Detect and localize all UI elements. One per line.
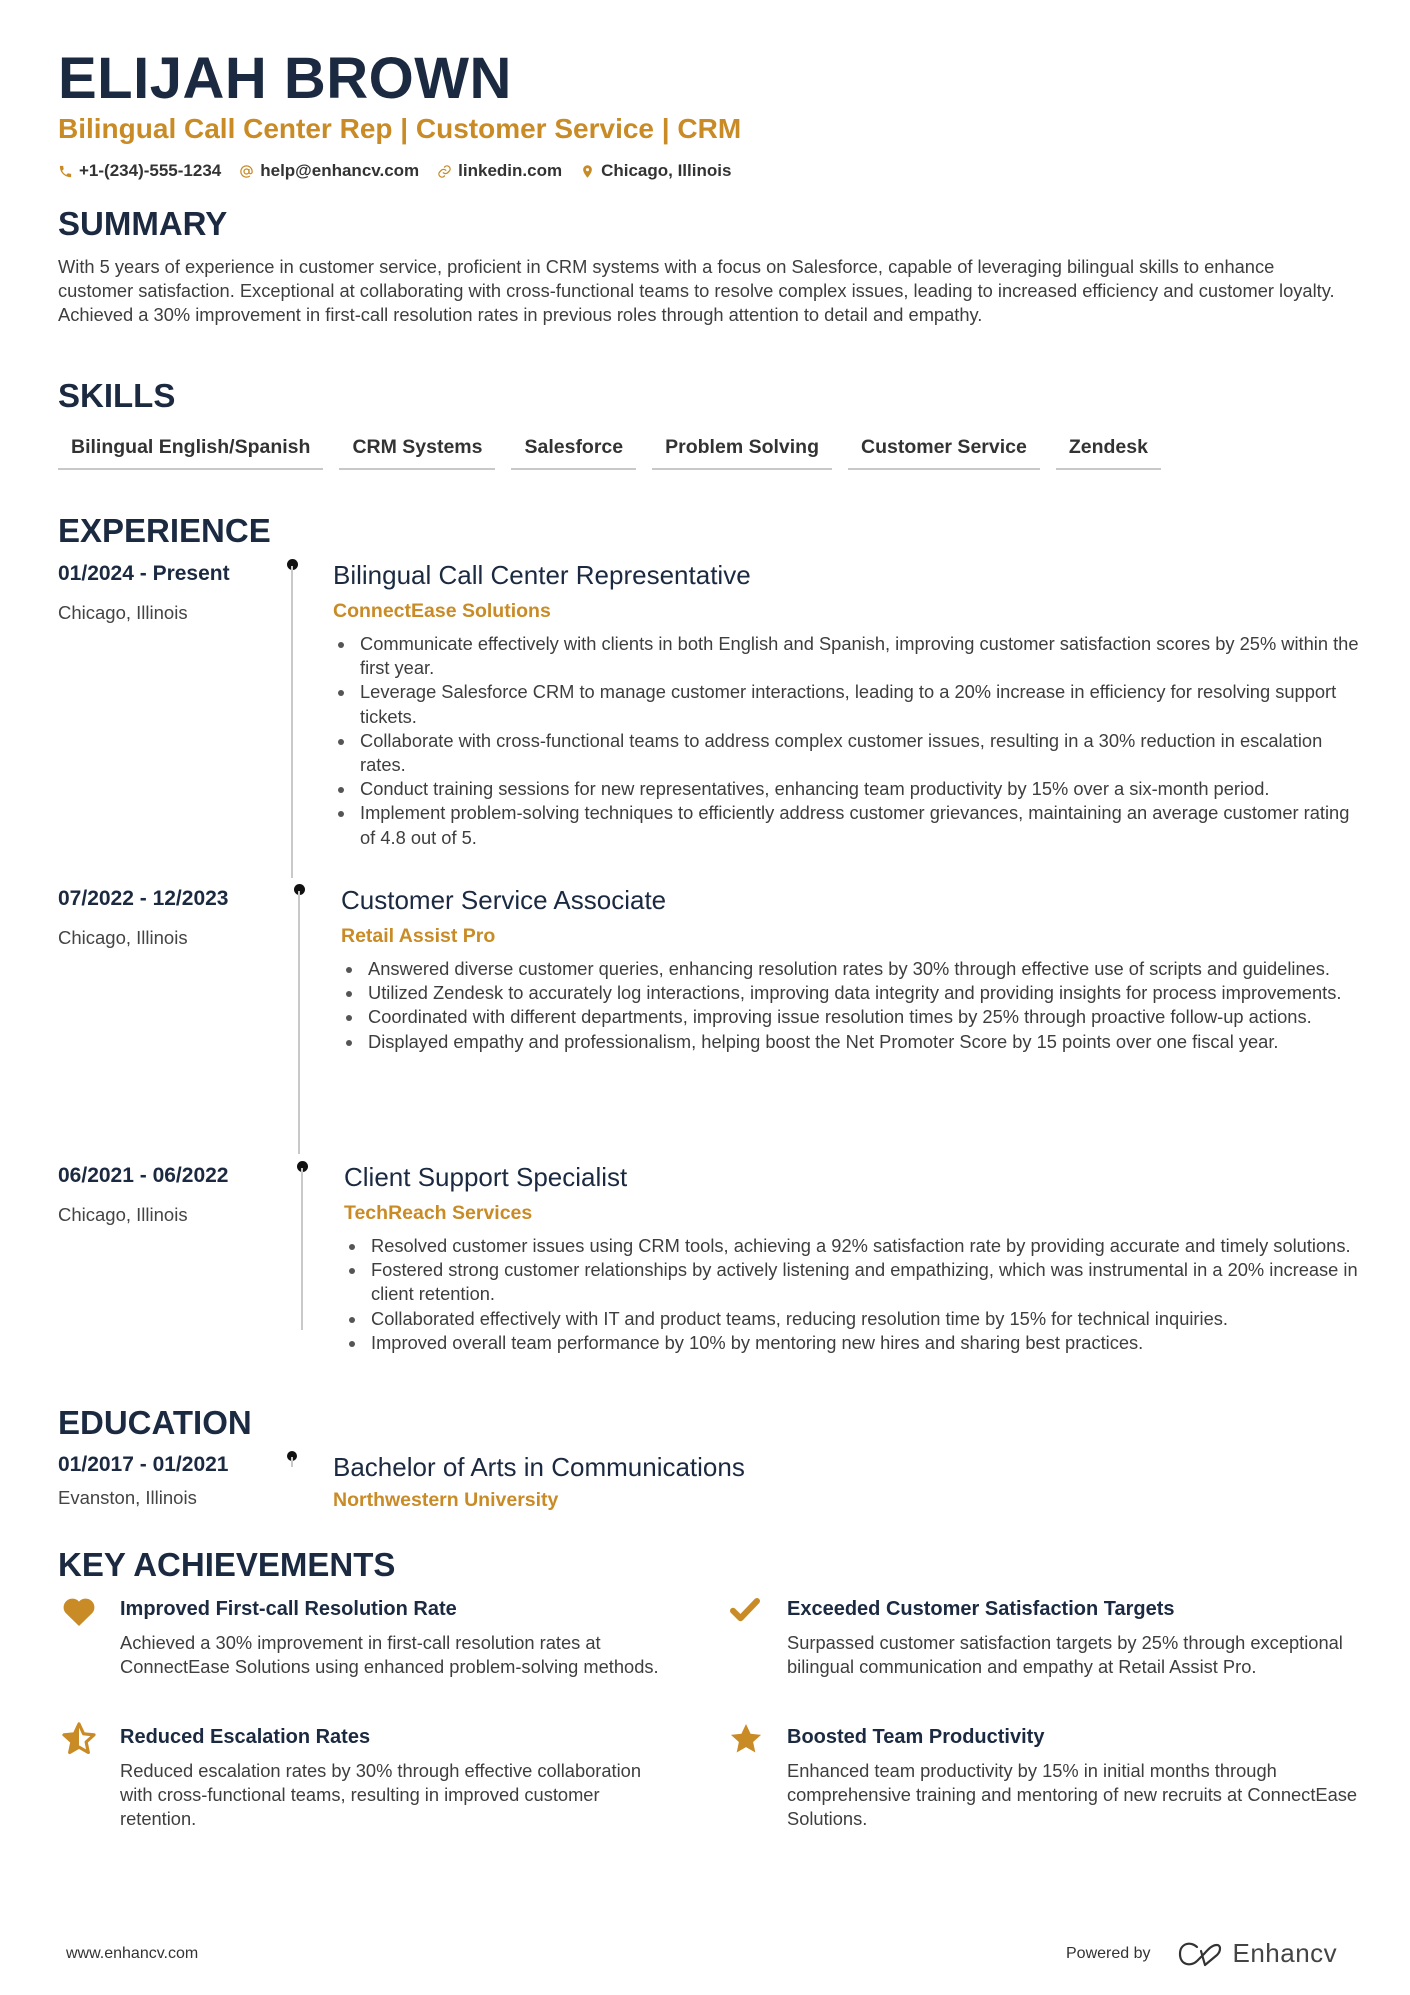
entry-bullets — [333, 632, 1363, 850]
bullet-item: Improved overall team performance by 10% by mentoring new hires and sharing best practices. — [344, 1331, 1374, 1355]
contact-linkedin[interactable] — [437, 160, 562, 182]
contact-email[interactable] — [239, 160, 419, 182]
footer-website-link[interactable]: www.enhancv.com — [66, 1945, 199, 1962]
contact-location — [580, 160, 731, 182]
entry-dates: 01/2017 - 01/2021 — [58, 1453, 229, 1476]
bullet-item: Leverage Salesforce CRM to manage customer interactions, leading to a 20% increase in efficiency for resolving support tickets. — [333, 680, 1363, 728]
entry-bullets — [344, 1234, 1374, 1355]
entry-role: Customer Service Associate — [341, 885, 667, 915]
link-icon — [437, 164, 452, 179]
enhancv-logo-icon — [1177, 1941, 1223, 1967]
entry-location: Chicago, Illinois — [58, 602, 188, 623]
enhancv-logo[interactable] — [1177, 1938, 1338, 1969]
skills-list — [58, 432, 1161, 470]
half-star-icon — [60, 1720, 98, 1758]
achievement-title: Exceeded Customer Satisfaction Targets — [787, 1598, 1175, 1620]
summary-heading: SUMMARY — [58, 205, 228, 242]
timeline-line — [298, 891, 300, 1154]
skill-tag: Customer Service — [848, 432, 1040, 470]
skills-heading: SKILLS — [58, 377, 176, 414]
bullet-item: Displayed empathy and professionalism, helping boost the Net Promoter Score by 15 points over one fiscal year. — [341, 1030, 1371, 1054]
timeline-line — [291, 566, 293, 878]
linkedin-text: linkedin.com — [458, 161, 563, 180]
bullet-item: Collaborated effectively with IT and product teams, reducing resolution time by 15% for technical inquiries. — [344, 1307, 1374, 1331]
entry-dates: 07/2022 - 12/2023 — [58, 887, 229, 910]
entry-role: Client Support Specialist — [344, 1162, 628, 1192]
bullet-item: Answered diverse customer queries, enhancing resolution rates by 30% through effective use of scripts and guidelines. — [341, 957, 1371, 981]
heart-icon — [60, 1592, 98, 1630]
entry-school: Northwestern University — [333, 1489, 559, 1511]
bullet-item: Conduct training sessions for new representatives, enhancing team productivity by 15% over a six-month period. — [333, 777, 1363, 801]
achievement-desc: Enhanced team productivity by 15% in initial months through comprehensive training and mentoring of new recruits at ConnectEase Solutions. — [787, 1760, 1358, 1830]
summary-text: With 5 years of experience in customer service, proficient in CRM systems with a focus on Salesforce, capable of leveraging bilingual skills to enhance customer satisfaction. Exceptional at collaborating with cross-functional teams to resolve complex issues, leading to increased efficiency and customer loyalty. Achieved a 30% improvement in first-call resolution rates in previous roles through attention to detail and empathy. — [58, 256, 1335, 325]
entry-location: Chicago, Illinois — [58, 927, 188, 948]
entry-role: Bilingual Call Center Representative — [333, 560, 751, 590]
achievement-desc: Surpassed customer satisfaction targets by 25% through exceptional bilingual communication and empathy at Retail Assist Pro. — [787, 1632, 1343, 1678]
achievement-title: Boosted Team Productivity — [787, 1726, 1045, 1748]
experience-heading: EXPERIENCE — [58, 512, 271, 549]
candidate-headline: Bilingual Call Center Rep | Customer Service | CRM — [58, 113, 742, 144]
entry-bullets — [341, 957, 1371, 1054]
bullet-item: Resolved customer issues using CRM tools, achieving a 92% satisfaction rate by providing accurate and timely solutions. — [344, 1234, 1374, 1258]
contact-phone — [58, 160, 221, 182]
entry-degree: Bachelor of Arts in Communications — [333, 1452, 745, 1482]
phone-text: +1-(234)-555-1234 — [79, 161, 222, 180]
skill-tag: Zendesk — [1056, 432, 1161, 470]
achievements-heading: KEY ACHIEVEMENTS — [58, 1546, 396, 1583]
brand-name: Enhancv — [1232, 1938, 1338, 1968]
powered-by-label: Powered by — [1066, 1944, 1151, 1962]
skill-tag: Problem Solving — [652, 432, 832, 470]
entry-company: TechReach Services — [344, 1202, 533, 1224]
checkmark-icon — [727, 1592, 763, 1628]
skill-tag: CRM Systems — [339, 432, 495, 470]
achievement-title: Improved First-call Resolution Rate — [120, 1598, 457, 1620]
phone-icon — [58, 164, 73, 179]
bullet-item: Coordinated with different departments, improving issue resolution times by 25% through proactive follow-up actions. — [341, 1005, 1371, 1029]
skill-tag: Bilingual English/Spanish — [58, 432, 323, 470]
timeline-line — [291, 1457, 293, 1467]
email-text: help@enhancv.com — [260, 161, 420, 180]
bullet-item: Fostered strong customer relationships by actively listening and empathizing, which was instrumental in a 20% increase in client retention. — [344, 1258, 1374, 1306]
entry-location: Chicago, Illinois — [58, 1204, 188, 1225]
entry-location: Evanston, Illinois — [58, 1487, 197, 1508]
entry-company: ConnectEase Solutions — [333, 600, 551, 622]
achievement-title: Reduced Escalation Rates — [120, 1726, 371, 1748]
location-text: Chicago, Illinois — [601, 161, 732, 180]
contact-bar — [58, 160, 731, 182]
entry-dates: 01/2024 - Present — [58, 562, 230, 585]
star-icon — [727, 1720, 765, 1758]
bullet-item: Communicate effectively with clients in both English and Spanish, improving customer satisfaction scores by 25% within the first year. — [333, 632, 1363, 680]
at-icon — [239, 164, 254, 179]
entry-company: Retail Assist Pro — [341, 925, 496, 947]
skill-tag: Salesforce — [511, 432, 636, 470]
location-pin-icon — [580, 164, 595, 179]
entry-dates: 06/2021 - 06/2022 — [58, 1164, 229, 1187]
achievement-desc: Reduced escalation rates by 30% through effective collaboration with cross-functional teams, resulting in improved customer retention. — [120, 1760, 642, 1830]
education-heading: EDUCATION — [58, 1404, 252, 1441]
footer-branding — [1066, 1938, 1337, 1969]
bullet-item: Collaborate with cross-functional teams to address complex customer issues, resulting in a 30% reduction in escalation rates. — [333, 729, 1363, 777]
bullet-item: Utilized Zendesk to accurately log interactions, improving data integrity and providing insights for process improvements. — [341, 981, 1371, 1005]
bullet-item: Implement problem-solving techniques to efficiently address customer grievances, maintaining an average customer rating of 4.8 out of 5. — [333, 801, 1363, 849]
candidate-name: ELIJAH BROWN — [58, 46, 512, 111]
achievement-desc: Achieved a 30% improvement in first-call resolution rates at ConnectEase Solutions using enhanced problem-solving methods. — [120, 1632, 659, 1678]
timeline-line — [301, 1168, 303, 1330]
